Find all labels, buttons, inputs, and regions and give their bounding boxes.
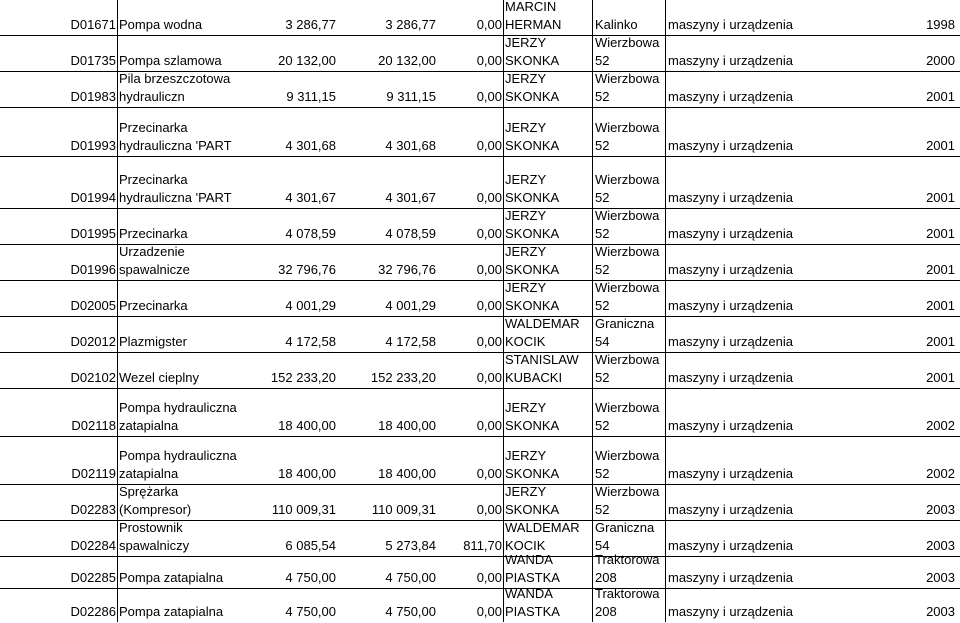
net-value: 0,00 [476, 53, 502, 68]
responsible-person: SKONKA [505, 226, 560, 241]
column-divider [665, 437, 666, 484]
column-divider [665, 157, 666, 208]
asset-category: maszyny i urządzenia [668, 418, 793, 433]
acquisition-year: 2003 [926, 502, 955, 517]
location-address: 52 [595, 466, 610, 481]
responsible-person: JERZY [505, 35, 547, 50]
responsible-person: SKONKA [505, 502, 560, 517]
asset-code: D02118 [71, 418, 116, 433]
location-address: 208 [595, 570, 617, 585]
location-address: 52 [595, 89, 610, 104]
responsible-person: KUBACKI [505, 370, 563, 385]
column-divider [503, 589, 504, 622]
column-divider [117, 245, 118, 280]
depreciation-value: 4 750,00 [385, 604, 436, 619]
asset-name: Pompa zatapialna [119, 570, 224, 585]
net-value: 0,00 [476, 298, 502, 313]
column-divider [592, 317, 593, 352]
location-address: 52 [595, 262, 610, 277]
column-divider [592, 437, 593, 484]
column-divider [503, 209, 504, 244]
asset-code: D01995 [70, 226, 116, 241]
acquisition-year: 2001 [926, 226, 955, 241]
asset-code: D01983 [70, 89, 116, 104]
column-divider [592, 521, 593, 556]
asset-name: spawalniczy [119, 538, 190, 553]
responsible-person: SKONKA [505, 466, 560, 481]
net-value: 0,00 [476, 226, 502, 241]
column-divider [592, 157, 593, 208]
column-divider [665, 485, 666, 520]
column-divider [665, 389, 666, 436]
column-divider [503, 389, 504, 436]
column-divider [665, 521, 666, 556]
location-address: Graniczna [595, 316, 655, 331]
net-value: 0,00 [476, 138, 502, 153]
initial-value: 4 172,58 [285, 334, 336, 349]
table-row [0, 586, 960, 622]
asset-name: Pila brzeszczotowa [119, 71, 231, 86]
asset-category: maszyny i urządzenia [668, 17, 793, 32]
column-divider [117, 317, 118, 352]
asset-category: maszyny i urządzenia [668, 190, 793, 205]
net-value: 0,00 [476, 570, 502, 585]
location-address: 52 [595, 370, 610, 385]
table-row [0, 437, 960, 485]
column-divider [503, 72, 504, 107]
column-divider [503, 0, 504, 35]
asset-code: D01735 [70, 53, 116, 68]
column-divider [503, 353, 504, 388]
depreciation-value: 5 273,84 [385, 538, 436, 553]
column-divider [665, 281, 666, 316]
acquisition-year: 1998 [926, 17, 955, 32]
responsible-person: WANDA [505, 552, 553, 567]
column-divider [665, 245, 666, 280]
table-row [0, 157, 960, 209]
asset-name: hydrauliczna 'PART [119, 190, 232, 205]
depreciation-value: 4 001,29 [385, 298, 436, 313]
initial-value: 4 001,29 [285, 298, 336, 313]
column-divider [503, 317, 504, 352]
location-address: 52 [595, 418, 610, 433]
acquisition-year: 2002 [926, 418, 955, 433]
initial-value: 152 233,20 [270, 370, 336, 385]
column-divider [665, 557, 666, 588]
location-address: Wierzbowa [595, 484, 660, 499]
acquisition-year: 2002 [926, 466, 955, 481]
column-divider [592, 389, 593, 436]
location-address: Wierzbowa [595, 280, 660, 295]
asset-category: maszyny i urządzenia [668, 89, 793, 104]
asset-category: maszyny i urządzenia [668, 570, 793, 585]
asset-name: Pompa szlamowa [119, 53, 222, 68]
net-value: 0,00 [476, 262, 502, 277]
location-address: Wierzbowa [595, 352, 660, 367]
location-address: Wierzbowa [595, 244, 660, 259]
responsible-person: SKONKA [505, 418, 560, 433]
column-divider [592, 108, 593, 156]
acquisition-year: 2001 [926, 262, 955, 277]
asset-name: Przecinarka [119, 172, 188, 187]
initial-value: 32 796,76 [278, 262, 336, 277]
column-divider [503, 437, 504, 484]
acquisition-year: 2001 [926, 298, 955, 313]
net-value: 0,00 [476, 190, 502, 205]
acquisition-year: 2003 [926, 604, 955, 619]
location-address: Wierzbowa [595, 208, 660, 223]
net-value: 0,00 [476, 604, 502, 619]
location-address: Graniczna [595, 520, 655, 535]
asset-code: D01996 [70, 262, 116, 277]
responsible-person: STANISLAW [505, 352, 579, 367]
responsible-person: SKONKA [505, 190, 560, 205]
net-value: 0,00 [476, 466, 502, 481]
responsible-person: JERZY [505, 448, 547, 463]
location-address: 52 [595, 53, 610, 68]
responsible-person: JERZY [505, 484, 547, 499]
asset-code: D01671 [70, 17, 116, 32]
net-value: 811,70 [463, 538, 502, 553]
responsible-person: PIASTKA [505, 604, 560, 619]
location-address: 52 [595, 502, 610, 517]
table-row [0, 72, 960, 108]
asset-name: Wezel cieplny [119, 370, 199, 385]
initial-value: 4 750,00 [285, 604, 336, 619]
asset-name: Przecinarka [119, 226, 188, 241]
depreciation-value: 18 400,00 [378, 466, 436, 481]
responsible-person: SKONKA [505, 53, 560, 68]
initial-value: 20 132,00 [278, 53, 336, 68]
asset-code: D02005 [70, 298, 116, 313]
location-address: Kalinko [595, 17, 638, 32]
depreciation-value: 4 750,00 [385, 570, 436, 585]
responsible-person: KOCIK [505, 538, 546, 553]
column-divider [503, 157, 504, 208]
acquisition-year: 2001 [926, 370, 955, 385]
responsible-person: SKONKA [505, 89, 560, 104]
asset-code: D02285 [70, 570, 116, 585]
responsible-person: SKONKA [505, 298, 560, 313]
column-divider [592, 36, 593, 71]
column-divider [117, 589, 118, 622]
column-divider [592, 589, 593, 622]
asset-code: D02102 [70, 370, 116, 385]
net-value: 0,00 [476, 370, 502, 385]
column-divider [592, 0, 593, 35]
depreciation-value: 20 132,00 [378, 53, 436, 68]
depreciation-value: 4 301,67 [385, 190, 436, 205]
location-address: Wierzbowa [595, 448, 660, 463]
asset-category: maszyny i urządzenia [668, 370, 793, 385]
column-divider [665, 72, 666, 107]
column-divider [117, 485, 118, 520]
responsible-person: WANDA [505, 586, 553, 601]
column-divider [117, 72, 118, 107]
asset-name: spawalnicze [119, 262, 190, 277]
column-divider [592, 72, 593, 107]
column-divider [592, 485, 593, 520]
column-divider [665, 317, 666, 352]
location-address: 52 [595, 190, 610, 205]
column-divider [503, 36, 504, 71]
depreciation-value: 110 009,31 [371, 502, 436, 517]
asset-name: Sprężarka [119, 484, 179, 499]
initial-value: 6 085,54 [285, 538, 336, 553]
acquisition-year: 2003 [926, 538, 955, 553]
responsible-person: SKONKA [505, 138, 560, 153]
column-divider [117, 108, 118, 156]
acquisition-year: 2003 [926, 570, 955, 585]
responsible-person: JERZY [505, 244, 547, 259]
asset-category: maszyny i urządzenia [668, 502, 793, 517]
column-divider [665, 589, 666, 622]
asset-category: maszyny i urządzenia [668, 604, 793, 619]
column-divider [592, 557, 593, 588]
table-row [0, 0, 960, 36]
acquisition-year: 2000 [926, 53, 955, 68]
asset-code: D02283 [70, 502, 116, 517]
location-address: 52 [595, 298, 610, 313]
column-divider [665, 209, 666, 244]
acquisition-year: 2001 [926, 138, 955, 153]
column-divider [503, 485, 504, 520]
asset-category: maszyny i urządzenia [668, 538, 793, 553]
column-divider [592, 245, 593, 280]
depreciation-value: 3 286,77 [385, 17, 436, 32]
responsible-person: JERZY [505, 208, 547, 223]
column-divider [665, 0, 666, 35]
location-address: Traktorowa [595, 552, 660, 567]
initial-value: 4 750,00 [285, 570, 336, 585]
asset-name: Pompa wodna [119, 17, 203, 32]
table-row [0, 209, 960, 245]
column-divider [117, 557, 118, 588]
asset-name: Pompa hydrauliczna [119, 400, 237, 415]
net-value: 0,00 [476, 17, 502, 32]
asset-code: D01993 [70, 138, 116, 153]
responsible-person: PIASTKA [505, 570, 560, 585]
asset-code: D01994 [70, 190, 116, 205]
responsible-person: JERZY [505, 71, 547, 86]
column-divider [117, 157, 118, 208]
responsible-person: WALDEMAR [505, 316, 580, 331]
responsible-person: JERZY [505, 172, 547, 187]
asset-name: Prostownik [119, 520, 183, 535]
net-value: 0,00 [476, 89, 502, 104]
responsible-person: WALDEMAR [505, 520, 580, 535]
asset-name: Pompa hydrauliczna [119, 448, 237, 463]
asset-name: Przecinarka [119, 298, 188, 313]
initial-value: 110 009,31 [271, 502, 336, 517]
location-address: 54 [595, 538, 610, 553]
depreciation-value: 4 172,58 [385, 334, 436, 349]
location-address: Wierzbowa [595, 400, 660, 415]
column-divider [665, 36, 666, 71]
location-address: Wierzbowa [595, 71, 660, 86]
asset-name: Urzadzenie [119, 244, 185, 259]
table-row [0, 36, 960, 72]
table-row [0, 353, 960, 389]
column-divider [592, 281, 593, 316]
net-value: 0,00 [476, 502, 502, 517]
depreciation-value: 32 796,76 [378, 262, 436, 277]
asset-category: maszyny i urządzenia [668, 262, 793, 277]
asset-category: maszyny i urządzenia [668, 138, 793, 153]
asset-category: maszyny i urządzenia [668, 334, 793, 349]
location-address: Wierzbowa [595, 35, 660, 50]
column-divider [117, 281, 118, 316]
column-divider [117, 389, 118, 436]
asset-code: D02286 [70, 604, 116, 619]
column-divider [665, 108, 666, 156]
asset-name: zatapialna [119, 466, 179, 481]
acquisition-year: 2001 [926, 190, 955, 205]
asset-name: (Kompresor) [119, 502, 192, 517]
asset-name: hydrauliczna 'PART [119, 138, 232, 153]
column-divider [117, 36, 118, 71]
initial-value: 4 301,68 [285, 138, 336, 153]
initial-value: 9 311,15 [286, 89, 336, 104]
asset-code: D02012 [70, 334, 116, 349]
responsible-person: JERZY [505, 400, 547, 415]
asset-category: maszyny i urządzenia [668, 298, 793, 313]
asset-name: hydrauliczn [119, 89, 185, 104]
location-address: Traktorowa [595, 586, 660, 601]
column-divider [592, 209, 593, 244]
asset-name: Plazmigster [119, 334, 187, 349]
table-row [0, 521, 960, 557]
responsible-person: KOCIK [505, 334, 546, 349]
net-value: 0,00 [476, 418, 502, 433]
depreciation-value: 9 311,15 [386, 89, 436, 104]
asset-category: maszyny i urządzenia [668, 53, 793, 68]
asset-code: D02119 [71, 466, 116, 481]
table-row [0, 281, 960, 317]
asset-name: Pompa zatapialna [119, 604, 224, 619]
depreciation-value: 152 233,20 [370, 370, 436, 385]
responsible-person: HERMAN [505, 17, 562, 32]
initial-value: 4 078,59 [285, 226, 336, 241]
net-value: 0,00 [476, 334, 502, 349]
location-address: 52 [595, 138, 610, 153]
initial-value: 3 286,77 [285, 17, 336, 32]
column-divider [117, 521, 118, 556]
initial-value: 18 400,00 [278, 418, 336, 433]
location-address: 208 [595, 604, 617, 619]
asset-category: maszyny i urządzenia [668, 466, 793, 481]
table-row [0, 317, 960, 353]
table-row [0, 552, 960, 589]
responsible-person: MARCIN [505, 0, 557, 14]
location-address: Wierzbowa [595, 172, 660, 187]
table-row [0, 245, 960, 281]
location-address: 54 [595, 334, 610, 349]
column-divider [117, 209, 118, 244]
asset-name: Przecinarka [119, 120, 188, 135]
depreciation-value: 4 078,59 [385, 226, 436, 241]
location-address: Wierzbowa [595, 120, 660, 135]
responsible-person: SKONKA [505, 262, 560, 277]
table-row [0, 108, 960, 157]
column-divider [503, 281, 504, 316]
column-divider [117, 0, 118, 35]
asset-code: D02284 [70, 538, 116, 553]
column-divider [665, 353, 666, 388]
table-row [0, 485, 960, 521]
column-divider [592, 353, 593, 388]
table-row [0, 389, 960, 437]
column-divider [503, 245, 504, 280]
asset-category: maszyny i urządzenia [668, 226, 793, 241]
column-divider [503, 108, 504, 156]
acquisition-year: 2001 [926, 334, 955, 349]
initial-value: 4 301,67 [285, 190, 336, 205]
location-address: 52 [595, 226, 610, 241]
depreciation-value: 4 301,68 [385, 138, 436, 153]
acquisition-year: 2001 [926, 89, 955, 104]
column-divider [117, 353, 118, 388]
column-divider [503, 521, 504, 556]
initial-value: 18 400,00 [278, 466, 336, 481]
asset-name: zatapialna [119, 418, 179, 433]
column-divider [503, 557, 504, 588]
responsible-person: JERZY [505, 120, 547, 135]
column-divider [117, 437, 118, 484]
responsible-person: JERZY [505, 280, 547, 295]
depreciation-value: 18 400,00 [378, 418, 436, 433]
